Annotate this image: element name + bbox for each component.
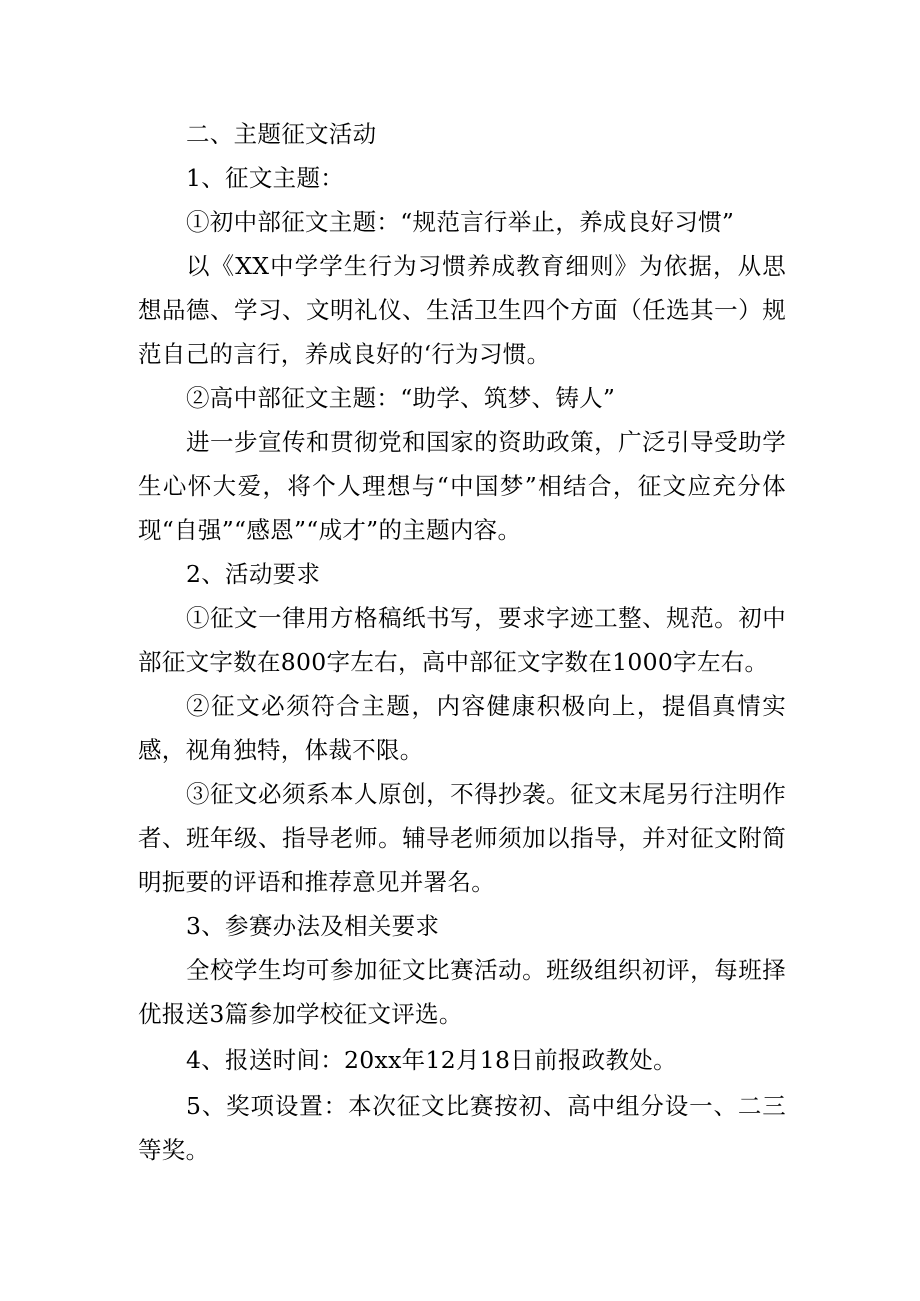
paragraph-junior-theme: ①初中部征文主题：“规范言行举止，养成良好习惯” [186, 208, 735, 236]
paragraph-requirement-1: ①征文一律用方格稿纸书写，要求字迹工整、规范。初中部征文字数在800字左右，高中部征文字数在1000字左右。 [138, 604, 786, 676]
paragraph-submission-time: 4、报送时间：20xx年12月18日前报政教处。 [186, 1046, 677, 1074]
paragraph-requirement-3: ③征文必须系本人原创，不得抄袭。征文末尾另行注明作者、班年级、指导老师。辅导老师须加以指导，并对征文附简明扼要的评语和推荐意见并署名。 [138, 780, 786, 896]
paragraph-participation: 全校学生均可参加征文比赛活动。班级组织初评，每班择优报送3篇参加学校征文评选。 [138, 956, 786, 1028]
subheading-participation: 3、参赛办法及相关要求 [186, 912, 440, 940]
subheading-essay-theme: 1、征文主题： [186, 164, 345, 192]
paragraph-awards: 5、奖项设置：本次征文比赛按初、高中组分设一、二三等奖。 [138, 1092, 786, 1164]
paragraph-requirement-2: ②征文必须符合主题，内容健康积极向上，提倡真情实感，视角独特，体裁不限。 [138, 692, 786, 764]
paragraph-senior-description: 进一步宣传和贯彻党和国家的资助政策，广泛引导受助学生心怀大爱，将个人理想与“中国梦”相结合，征文应充分体现“自强”“感恩”“成才”的主题内容。 [138, 428, 786, 544]
document-body [138, 112, 786, 1172]
section-heading: 二、主题征文活动 [186, 120, 377, 148]
subheading-activity-requirements: 2、活动要求 [186, 560, 321, 588]
paragraph-junior-description: 以《XX中学学生行为习惯养成教育细则》为依据，从思想品德、学习、文明礼仪、生活卫生四个方面（任选其一）规范自己的言行，养成良好的‘行为习惯。 [138, 252, 786, 368]
paragraph-senior-theme: ②高中部征文主题：“助学、筑梦、铸人” [186, 384, 616, 412]
